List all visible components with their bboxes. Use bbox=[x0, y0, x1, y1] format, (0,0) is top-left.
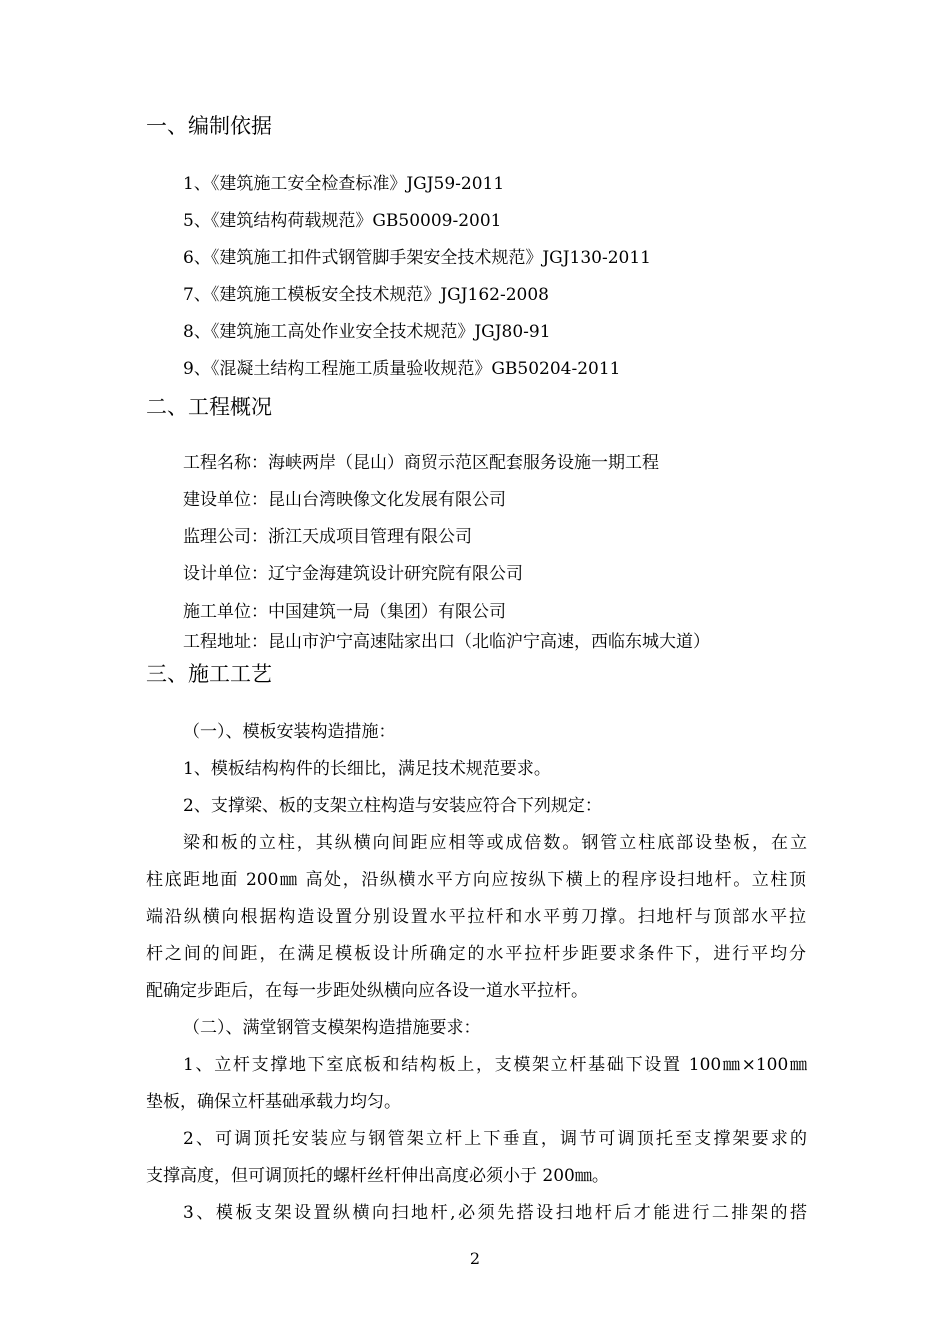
subsection-title: （二）、满堂钢管支模架构造措施要求： bbox=[183, 1018, 481, 1038]
section-heading-basis: 一、编制依据 bbox=[146, 114, 272, 138]
paragraph-line: 配确定步距后，在每一步距处纵横向应各设一道水平拉杆。 bbox=[146, 981, 588, 1001]
paragraph-line: 端沿纵横向根据构造设置分别设置水平拉杆和水平剪刀撑。扫地杆与顶部水平拉 bbox=[146, 907, 806, 927]
paragraph-line: 梁和板的立柱，其纵横向间距应相等或成倍数。钢管立柱底部设垫板，在立 bbox=[183, 833, 807, 853]
project-info-line: 工程名称：海峡两岸（昆山）商贸示范区配套服务设施一期工程 bbox=[183, 453, 659, 473]
section-heading-process: 三、施工工艺 bbox=[146, 662, 272, 686]
paragraph-line: 2、可调顶托安装应与钢管架立杆上下垂直，调节可调顶托至支撑架要求的 bbox=[183, 1129, 807, 1149]
reference-item: 1、《建筑施工安全检查标准》JGJ59-2011 bbox=[183, 174, 505, 194]
project-info-line: 监理公司：浙江天成项目管理有限公司 bbox=[183, 527, 472, 547]
paragraph-line: 3、模板支架设置纵横向扫地杆,必须先搭设扫地杆后才能进行二排架的搭 bbox=[183, 1203, 807, 1223]
reference-item: 8、《建筑施工高处作业安全技术规范》JGJ80-91 bbox=[183, 322, 551, 342]
paragraph-line: 垫板，确保立杆基础承载力均匀。 bbox=[146, 1092, 401, 1112]
project-info-line: 建设单位：昆山台湾映像文化发展有限公司 bbox=[183, 490, 506, 510]
section-heading-overview: 二、工程概况 bbox=[146, 395, 272, 419]
process-item: 1、模板结构构件的长细比，满足技术规范要求。 bbox=[183, 759, 551, 779]
process-item: 2、支撑梁、板的支架立柱构造与安装应符合下列规定： bbox=[183, 796, 602, 816]
project-info-line: 工程地址：昆山市沪宁高速陆家出口（北临沪宁高速，西临东城大道） bbox=[183, 632, 710, 652]
page-number: 2 bbox=[469, 1249, 481, 1268]
subsection-title: （一）、模板安装构造措施： bbox=[183, 722, 396, 742]
paragraph-line: 杆之间的间距，在满足模板设计所确定的水平拉杆步距要求条件下，进行平均分 bbox=[146, 944, 806, 964]
reference-item: 6、《建筑施工扣件式钢管脚手架安全技术规范》JGJ130-2011 bbox=[183, 248, 651, 268]
project-info-line: 施工单位：中国建筑一局（集团）有限公司 bbox=[183, 602, 506, 622]
reference-item: 5、《建筑结构荷载规范》GB50009-2001 bbox=[183, 211, 502, 231]
reference-item: 9、《混凝土结构工程施工质量验收规范》GB50204-2011 bbox=[183, 359, 621, 379]
paragraph-line: 柱底距地面 200㎜ 高处，沿纵横水平方向应按纵下横上的程序设扫地杆。立柱顶 bbox=[146, 870, 806, 890]
reference-item: 7、《建筑施工模板安全技术规范》JGJ162-2008 bbox=[183, 285, 549, 305]
paragraph-line: 支撑高度，但可调顶托的螺杆丝杆伸出高度必须小于 200㎜。 bbox=[146, 1166, 609, 1186]
project-info-line: 设计单位：辽宁金海建筑设计研究院有限公司 bbox=[183, 564, 523, 584]
paragraph-line: 1、立杆支撑地下室底板和结构板上，支模架立杆基础下设置 100㎜×100㎜ bbox=[183, 1055, 807, 1075]
